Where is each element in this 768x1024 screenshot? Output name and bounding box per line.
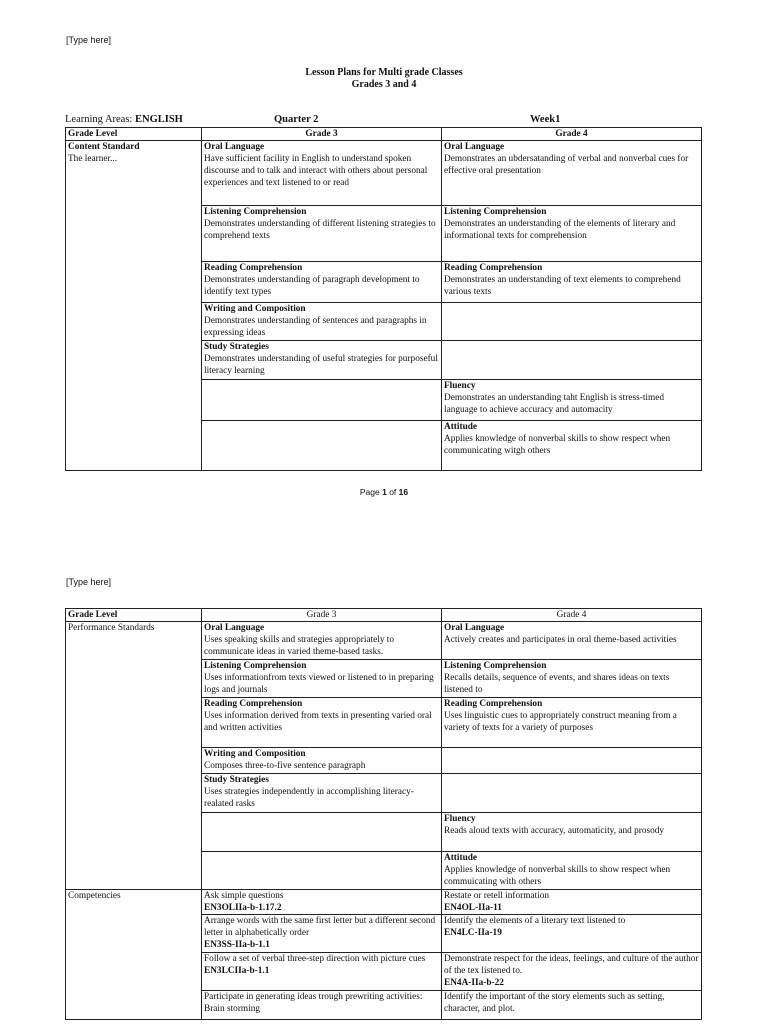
col-grade4: Grade 4 (442, 128, 702, 141)
content-standard-label: Content Standard (68, 142, 140, 152)
competencies-cell (66, 890, 202, 1020)
g4-cell: Identify the important of the story elements such as setting, character, and plot. (442, 991, 702, 1020)
g3-cell: Writing and Composition Demonstrates understanding of sentences and paragraphs in expressing ideas (202, 303, 442, 341)
the-learner-text: The learner... (68, 154, 118, 164)
g4-cell: Reading Comprehension Uses linguistic cues to appropriately construct meaning from a variety of texts for a variety of purposes (442, 698, 702, 748)
g4-cell: Listening Comprehension Recalls details, sequence of events, and shares ideas on texts listened to (442, 660, 702, 698)
g3-cell: Listening Comprehension Uses informationfrom texts viewed or listened to in preparing logs and journals (202, 660, 442, 698)
performance-standards-label: Performance Standards (68, 623, 155, 633)
col-grade4: Grade 4 (442, 609, 702, 622)
document-title: Lesson Plans for Multi grade Classes (305, 67, 463, 78)
page-number: 1 (382, 487, 387, 497)
g4-cell: Identify the elements of a literary text listened to EN4LC-IIa-19 (442, 915, 702, 953)
learning-areas-label: Learning Areas: (65, 114, 135, 125)
g4-cell: Oral Language Actively creates and participates in oral theme-based activities (442, 622, 702, 660)
g4-cell: Fluency Demonstrates an understanding taht English is stress-timed language to achieve accuracy and automacity (442, 380, 702, 421)
g3-cell (202, 852, 442, 890)
competencies-label: Competencies (68, 891, 121, 901)
g4-cell (442, 341, 702, 380)
g3-cell: Reading Comprehension Uses information derived from texts in presenting varied oral and written activities (202, 698, 442, 748)
g3-cell: Oral Language Uses speaking skills and strategies appropriately to communicate ideas in varied theme-based tasks. (202, 622, 442, 660)
g3-cell (202, 421, 442, 471)
g4-cell: Listening Comprehension Demonstrates an understanding of the elements of literary and informational texts for comprehension (442, 206, 702, 262)
g4-cell (442, 748, 702, 774)
g3-cell: Writing and Composition Composes three-to-five sentence paragraph (202, 748, 442, 774)
page-footer: Page 1 of 16 (359, 487, 409, 497)
content-standard-cell (66, 141, 202, 471)
g4-cell: Demonstrate respect for the ideas, feelings, and culture of the author of the tex listened to. EN4A-IIa-b-22 (442, 953, 702, 991)
document-subtitle: Grades 3 and 4 (351, 79, 417, 90)
g3-cell (202, 813, 442, 852)
g4-cell: Attitude Applies knowledge of nonverbal skills to show respect when communicating witgh others (442, 421, 702, 471)
col-grade-level: Grade Level (66, 128, 202, 141)
g4-cell: Reading Comprehension Demonstrates an understanding of text elements to comprehend various texts (442, 262, 702, 303)
performance-standards-cell (66, 622, 202, 890)
table-row (66, 622, 702, 660)
g4-cell (442, 303, 702, 341)
g3-cell: Follow a set of verbal three-step direction with picture cues EN3LCIIa-b-1.1 (202, 953, 442, 991)
g3-cell: Ask simple questions EN3OLIIa-b-1.17.2 (202, 890, 442, 915)
g4-cell: Restate or retell information EN4OL-IIa-11 (442, 890, 702, 915)
table-header-row (66, 128, 702, 141)
content-standard-table (65, 127, 702, 471)
g4-cell: Fluency Reads aloud texts with accuracy, automaticity, and prosody (442, 813, 702, 852)
quarter-label: Quarter 2 (274, 114, 319, 125)
g4-cell (442, 774, 702, 813)
g3-cell: Oral Language Have sufficient facility in English to understand spoken discourse and to talk and interact with others about personal experiences and text listened to or read (202, 141, 442, 206)
page-total: 16 (398, 487, 409, 497)
g3-cell: Study Strategies Uses strategies independently in accomplishing literacy-realated rasks (202, 774, 442, 813)
g3-cell (202, 380, 442, 421)
g3-cell: Participate in generating ideas trough prewriting activities: Brain storming (202, 991, 442, 1020)
g4-cell: Oral Language Demonstrates an ubdersatanding of verbal and nonverbal cues for effective oral presentation (442, 141, 702, 206)
learning-areas (65, 114, 183, 125)
table-row (66, 141, 702, 206)
page-header: [Type here] (66, 577, 112, 587)
table-row (66, 890, 702, 915)
page-header: [Type here] (66, 35, 112, 45)
col-grade3: Grade 3 (202, 128, 442, 141)
performance-standard-table (65, 608, 702, 1020)
g4-cell: Attitude Applies knowledge of nonverbal skills to show respect when commuicating with others (442, 852, 702, 890)
g3-cell: Study Strategies Demonstrates understanding of useful strategies for purposeful literacy learning (202, 341, 442, 380)
learning-areas-value: ENGLISH (134, 114, 183, 125)
g3-cell: Listening Comprehension Demonstrates understanding of different listening strategies to comprehend texts (202, 206, 442, 262)
g3-cell: Reading Comprehension Demonstrates understanding of paragraph development to identify text types (202, 262, 442, 303)
week-label: Week1 (530, 114, 561, 125)
col-grade-level: Grade Level (66, 609, 202, 622)
table-header-row (66, 609, 702, 622)
col-grade3: Grade 3 (202, 609, 442, 622)
g3-cell: Arrange words with the same first letter but a different second letter in alphabetically order EN3SS-IIa-b-1.1 (202, 915, 442, 953)
